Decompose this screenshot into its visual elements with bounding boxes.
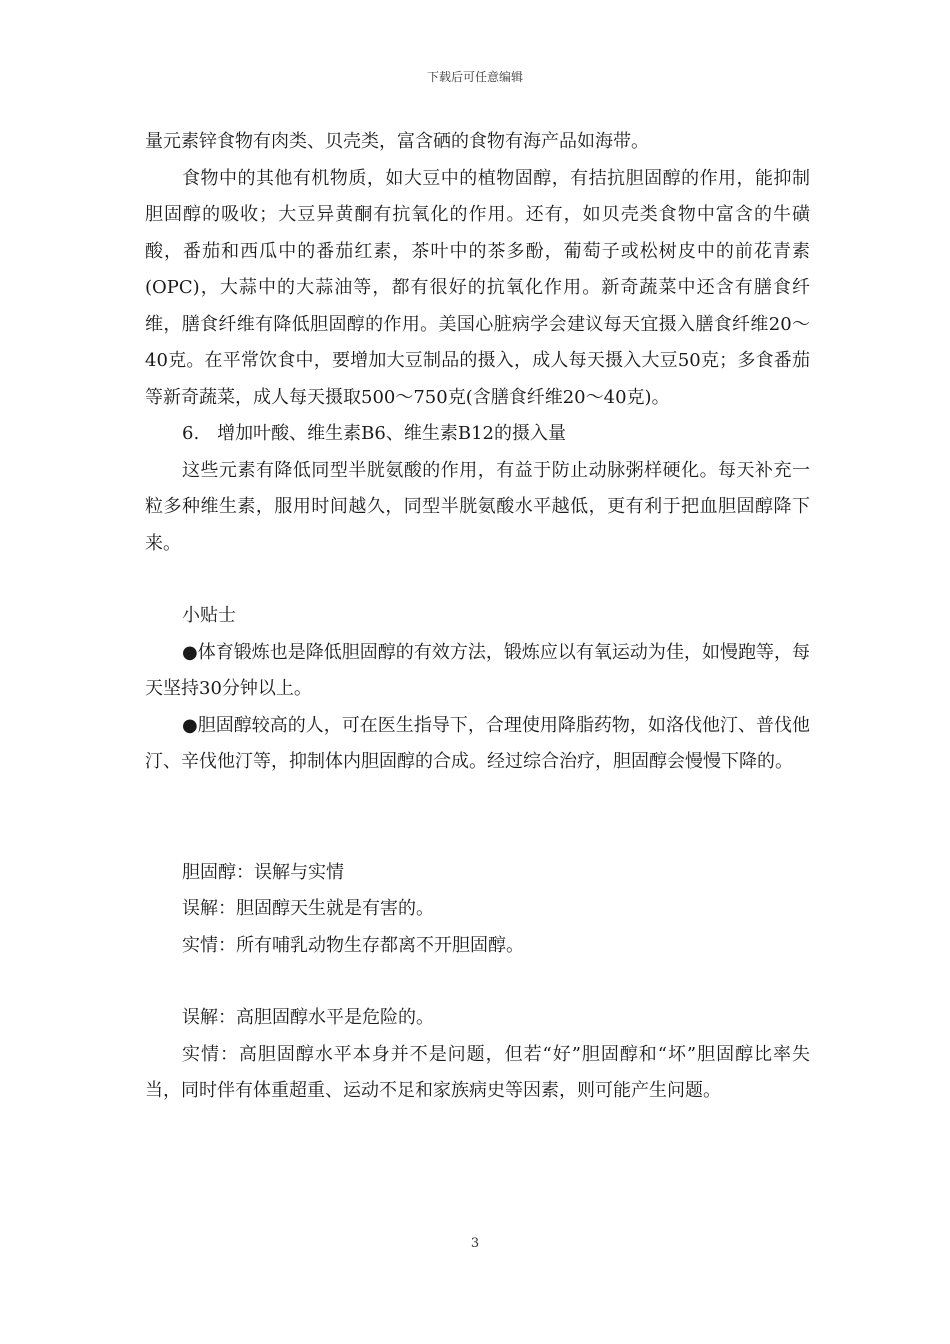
document-body [145,124,810,1110]
spacer [145,562,810,598]
spacer [145,964,810,1000]
paragraph-zinc-selenium: 量元素锌食物有肉类、贝壳类，富含硒的食物有海产品如海带。 [145,131,649,152]
spacer [145,781,810,855]
myth-2: 误解：高胆固醇水平是危险的。 [182,1007,434,1028]
fact-1: 实情：所有哺乳动物生存都离不开胆固醇。 [182,934,524,956]
myths-section-title: 胆固醇：误解与实情 [182,861,344,883]
tip-medication: ●胆固醇较高的人，可在医生指导下，合理使用降脂药物，如洛伐他汀、普伐他汀、辛伐他汀等，抑制体内胆固醇的合成。经过综合治疗，胆固醇会慢慢下降的。 [145,714,810,772]
paragraph-vitamins: 这些元素有降低同型半胱氨酸的作用，有益于防止动脉粥样硬化。每天补充一粒多种维生素，服用时间越久，同型半胱氨酸水平越低，更有利于把血胆固醇降下来。 [145,459,810,554]
page-number: 3 [470,1236,480,1251]
section-heading-folate: 6. 增加叶酸、维生素B6、维生素B12的摄入量 [182,423,566,444]
fact-2: 实情：高胆固醇水平本身并不是问题，但若“好”胆固醇和“坏”胆固醇比率失当，同时伴有体重超重、运动不足和家族病史等因素，则可能产生问题。 [145,1043,810,1101]
myth-1: 误解：胆固醇天生就是有害的。 [182,898,434,919]
page-header: 下载后可任意编辑 [426,70,523,84]
tips-title: 小贴士 [182,605,236,626]
paragraph-organic-substances: 食物中的其他有机物质，如大豆中的植物固醇，有拮抗胆固醇的作用，能抑制胆固醇的吸收；大豆异黄酮有抗氧化的作用。还有，如贝壳类食物中富含的牛磺酸，番茄和西瓜中的番茄红素，茶叶中的茶多酚，葡萄子或松树皮中的前花青素(OPC)，大蒜中的大蒜油等，都有很好的抗氧化作用。新奇蔬菜中还含有膳食纤维，膳食纤维有降低胆固醇的作用。美国心脏病学会建议每天宜摄入膳食纤维20～40克。在平常饮食中，要增加大豆制品的摄入，成人每天摄入大豆50克；多食番茄等新奇蔬菜，成人每天摄取500～750克(含膳食纤维20～40克)。 [145,167,810,408]
tip-exercise: ●体育锻炼也是降低胆固醇的有效方法，锻炼应以有氧运动为佳，如慢跑等，每天坚持30分钟以上。 [145,641,810,699]
